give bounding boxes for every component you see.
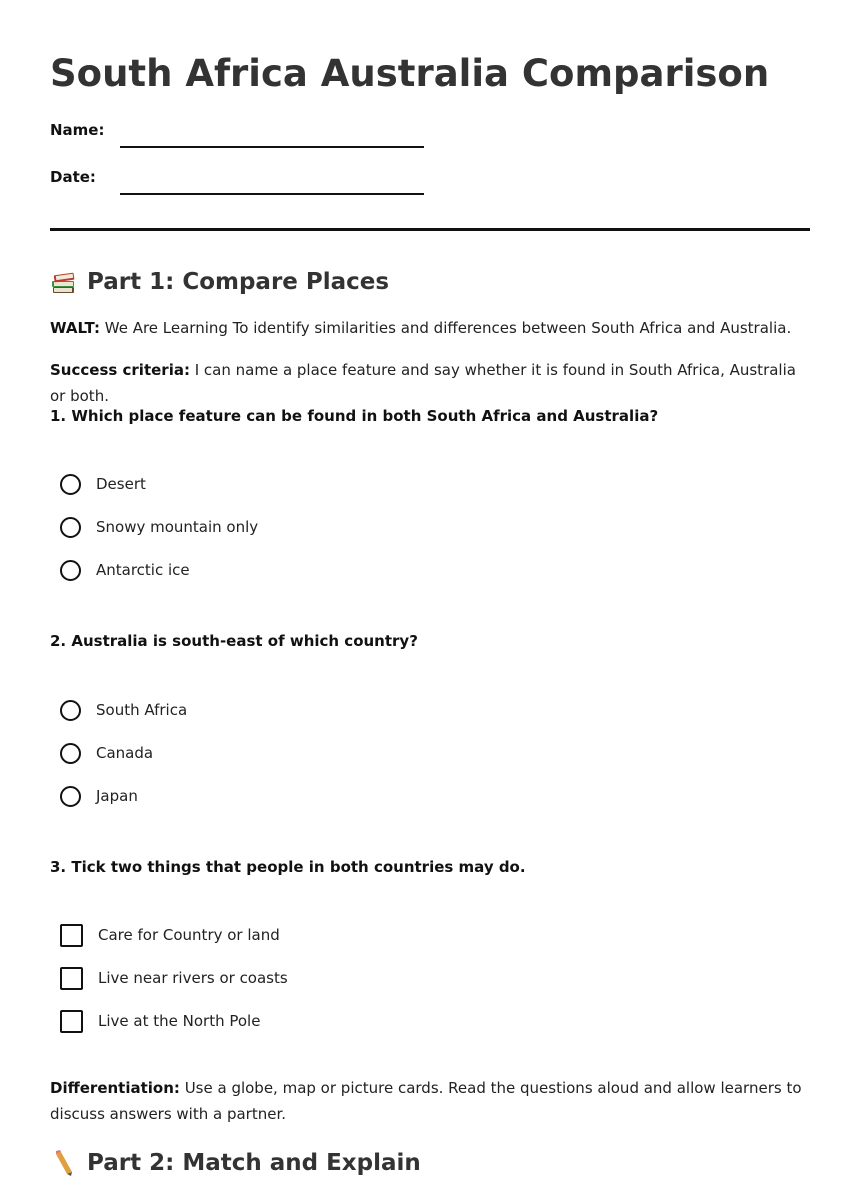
option-label: Care for Country or land bbox=[98, 926, 280, 944]
date-field[interactable] bbox=[120, 191, 424, 195]
walt-body: We Are Learning To identify similarities and differences between South Africa and Australia. bbox=[104, 319, 792, 337]
radio-button[interactable] bbox=[60, 743, 81, 764]
radio-button[interactable] bbox=[60, 560, 81, 581]
date-label: Date: bbox=[50, 168, 96, 186]
question-1: 1. Which place feature can be found in both South Africa and Australia? bbox=[50, 407, 659, 425]
success-label: Success criteria: bbox=[50, 361, 190, 379]
option-label: Live near rivers or coasts bbox=[98, 969, 288, 987]
pencil-icon bbox=[50, 1150, 77, 1177]
page-title: South Africa Australia Comparison bbox=[50, 52, 770, 95]
q2-option-canada[interactable] bbox=[60, 738, 153, 768]
differentiation-note bbox=[50, 1075, 810, 1127]
question-3: 3. Tick two things that people in both countries may do. bbox=[50, 858, 526, 876]
q1-option-desert[interactable] bbox=[60, 469, 146, 499]
option-label: Snowy mountain only bbox=[96, 518, 259, 536]
checkbox[interactable] bbox=[60, 967, 83, 990]
q3-option-rivers-coasts[interactable] bbox=[60, 963, 288, 993]
success-criteria bbox=[50, 357, 810, 409]
option-label: Live at the North Pole bbox=[98, 1012, 261, 1030]
books-icon bbox=[50, 269, 77, 296]
q3-option-north-pole[interactable] bbox=[60, 1006, 260, 1036]
radio-button[interactable] bbox=[60, 700, 81, 721]
q1-option-antarctic-ice[interactable] bbox=[60, 555, 190, 585]
walt-label: WALT: bbox=[50, 319, 100, 337]
header-divider bbox=[50, 228, 810, 231]
name-field-row bbox=[50, 117, 470, 147]
differentiation-label: Differentiation: bbox=[50, 1079, 180, 1097]
option-label: South Africa bbox=[96, 701, 188, 719]
option-label: Antarctic ice bbox=[96, 561, 190, 579]
part1-heading-text: Part 1: Compare Places bbox=[87, 269, 390, 295]
differentiation-body: Use a globe, map or picture cards. Read the questions aloud and allow learners to discuss answers with a partner. bbox=[50, 1079, 802, 1123]
option-label: Desert bbox=[96, 475, 146, 493]
option-label: Japan bbox=[96, 787, 138, 805]
question-2: 2. Australia is south-east of which country? bbox=[50, 632, 418, 650]
name-label: Name: bbox=[50, 121, 105, 139]
part1-heading bbox=[50, 264, 389, 300]
checkbox[interactable] bbox=[60, 1010, 83, 1033]
radio-button[interactable] bbox=[60, 517, 81, 538]
q2-option-south-africa[interactable] bbox=[60, 695, 187, 725]
part2-heading bbox=[50, 1148, 421, 1178]
q1-option-snowy-mountain[interactable] bbox=[60, 512, 258, 542]
part2-heading-text: Part 2: Match and Explain bbox=[87, 1150, 421, 1176]
option-label: Canada bbox=[96, 744, 154, 762]
date-field-row bbox=[50, 164, 470, 194]
name-field[interactable] bbox=[120, 144, 424, 148]
radio-button[interactable] bbox=[60, 786, 81, 807]
q3-option-care-for-country[interactable] bbox=[60, 920, 280, 950]
q2-option-japan[interactable] bbox=[60, 781, 138, 811]
walt-text bbox=[50, 315, 810, 341]
checkbox[interactable] bbox=[60, 924, 83, 947]
success-body: I can name a place feature and say whether it is found in South Africa, Australia or both. bbox=[50, 361, 796, 405]
radio-button[interactable] bbox=[60, 474, 81, 495]
